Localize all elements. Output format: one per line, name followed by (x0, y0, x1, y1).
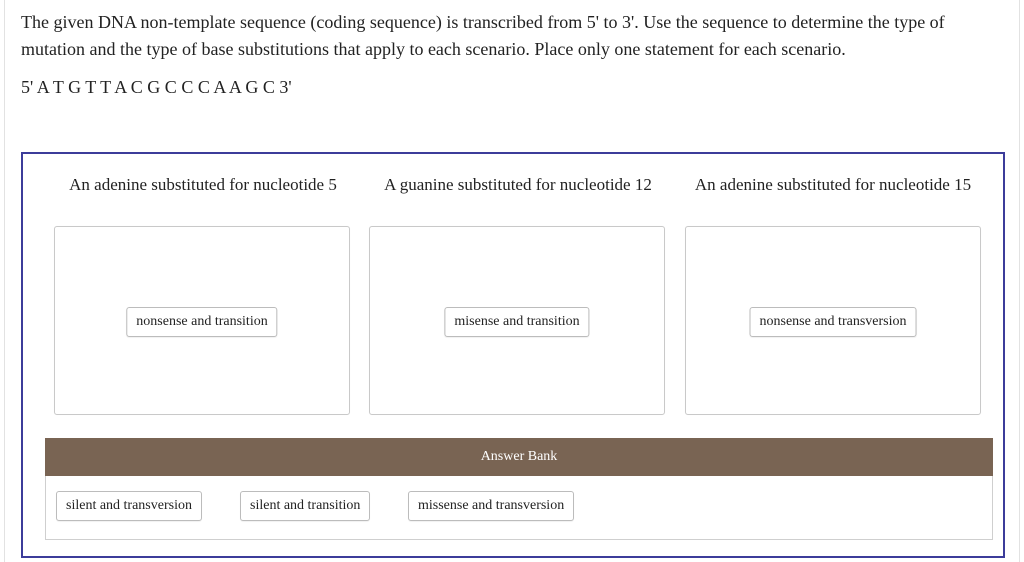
dna-sequence: 5' A T G T T A C G C C C A A G C 3' (21, 77, 292, 97)
answer-bank[interactable] (45, 476, 993, 540)
scenario-label-3: An adenine substituted for nucleotide 15 (694, 175, 972, 194)
drop-zone-2[interactable] (369, 226, 665, 415)
drag-drop-area (21, 152, 1005, 558)
question-prompt: The given DNA non-template sequence (coding sequence) is transcribed from 5' to 3'. Use the sequence to determine the type of mutation and the type of base substitutions that apply to each scenario. Place only one statement for each scenario. (21, 12, 945, 59)
answer-bank-chip-2[interactable]: silent and transition (240, 491, 370, 521)
placed-answer-chip-1[interactable]: nonsense and transition (126, 307, 277, 337)
placed-answer-chip-3[interactable]: nonsense and transversion (750, 307, 917, 337)
drop-zone-1[interactable] (54, 226, 350, 415)
question-page (4, 0, 1020, 562)
placed-answer-chip-2[interactable]: misense and transition (444, 307, 589, 337)
scenario-label-2: A guanine substituted for nucleotide 12 (384, 175, 652, 194)
answer-bank-chip-1[interactable]: silent and transversion (56, 491, 202, 521)
answer-bank-header: Answer Bank (45, 438, 993, 476)
drop-zone-3[interactable] (685, 226, 981, 415)
answer-bank-chip-3[interactable]: missense and transversion (408, 491, 574, 521)
scenario-label-1: An adenine substituted for nucleotide 5 (69, 175, 337, 194)
